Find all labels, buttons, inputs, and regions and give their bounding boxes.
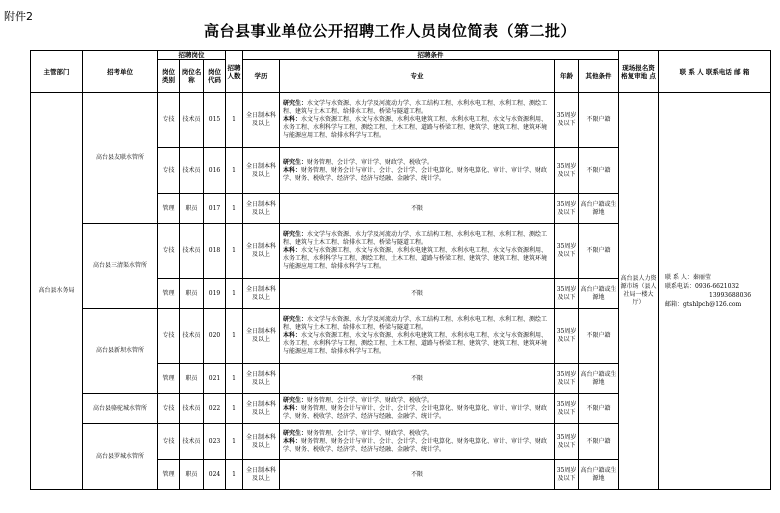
major-label: 本科： [283, 404, 302, 412]
major-text: 水文与水资源工程、水文与水资源、水利水电建筑工程、水利水电工程、水文与水资源利用、水务工程、水利科学与工程、测绘工程、土木工程、道路与桥梁工程、建筑学、建筑工程、建筑环境与能源应用工程、给排水科学与工程。 [283, 116, 548, 139]
count-cell: 1 [226, 460, 243, 490]
other-cell: 不限户籍 [579, 424, 619, 460]
major-cell [280, 394, 555, 424]
unit-cell: 高台县新坝水管所 [83, 309, 158, 394]
header-major: 专业 [280, 60, 555, 93]
count-cell: 1 [226, 309, 243, 364]
major-text: 水文与水资源工程、水文与水资源、水利水电建筑工程、水利水电工程、水文与水资源利用、水务工程、水利科学与工程、测绘工程、土木工程、道路与桥梁工程、建筑学、建筑工程、建筑环境与能源应用工程、给排水科学与工程。 [283, 247, 548, 270]
major-cell [280, 424, 555, 460]
age-cell: 35周岁及以下 [555, 364, 579, 394]
age-cell: 35周岁及以下 [555, 93, 579, 148]
major-label: 本科： [283, 116, 302, 123]
post-name-cell: 技术员 [180, 424, 204, 460]
other-cell: 高台户籍或生源地 [579, 194, 619, 224]
post-name-cell: 技术员 [180, 394, 204, 424]
age-cell: 35周岁及以下 [555, 194, 579, 224]
unit-cell: 高台县罗城水管所 [83, 424, 158, 490]
header-unit: 招考单位 [83, 51, 158, 93]
major-text: 财务管理、财务会计与审计、会计、会计学、会计电算化、财务电算化、审计、审计学、财政学、财务、税收学、经济学、经济与经融、金融学、统计学。 [283, 166, 548, 182]
age-cell: 35周岁及以下 [555, 148, 579, 194]
major-cell: 不限 [280, 194, 555, 224]
post-code-cell: 020 [204, 309, 226, 364]
other-cell: 不限户籍 [579, 309, 619, 364]
post-name-cell: 技术员 [180, 309, 204, 364]
edu-cell: 全日制本科及以上 [243, 364, 280, 394]
major-cell [280, 309, 555, 364]
header-dept: 主管部门 [31, 51, 83, 93]
other-cell: 不限户籍 [579, 148, 619, 194]
header-post-type: 岗位类别 [158, 60, 180, 93]
header-edu: 学历 [243, 60, 280, 93]
post-type-cell: 专技 [158, 394, 180, 424]
age-cell: 35周岁及以下 [555, 224, 579, 279]
major-label: 研究生： [283, 316, 308, 323]
other-cell: 不限户籍 [579, 93, 619, 148]
major-cell: 不限 [280, 460, 555, 490]
major-label: 研究生： [283, 158, 308, 166]
post-code-cell: 016 [204, 148, 226, 194]
post-name-cell: 技术员 [180, 148, 204, 194]
unit-cell: 高台县骆驼城水管所 [83, 394, 158, 424]
post-code-cell: 019 [204, 279, 226, 309]
post-code-cell: 021 [204, 364, 226, 394]
positions-table [30, 50, 771, 490]
post-type-cell: 专技 [158, 424, 180, 460]
header-posts-group: 招聘岗位 [158, 51, 226, 60]
contact-mobile: 13993688036 [709, 292, 752, 299]
count-cell: 1 [226, 394, 243, 424]
header-age: 年龄 [555, 60, 579, 93]
edu-cell: 全日制本科及以上 [243, 148, 280, 194]
unit-cell: 高台县三清渠水管所 [83, 224, 158, 309]
header-other: 其他条件 [579, 60, 619, 93]
major-text: 水文学与水资源、水力学及河流动力学、水工结构工程、水利水电工程、水利工程、测绘工程、建筑与土木工程、给排水工程、桥梁与隧道工程。 [283, 231, 548, 246]
post-type-cell: 专技 [158, 309, 180, 364]
other-cell: 不限户籍 [579, 394, 619, 424]
page-title: 高台县事业单位公开招聘工作人员岗位简表（第二批） [203, 22, 576, 40]
major-cell: 不限 [280, 364, 555, 394]
header-conditions-group: 招聘条件 [243, 51, 619, 60]
age-cell: 35周岁及以下 [555, 309, 579, 364]
major-label: 本科： [283, 247, 302, 254]
dept-cell: 高台县水务局 [31, 93, 83, 490]
count-cell: 1 [226, 279, 243, 309]
major-cell [280, 93, 555, 148]
count-cell: 1 [226, 93, 243, 148]
edu-cell: 全日制本科及以上 [243, 394, 280, 424]
post-type-cell: 专技 [158, 93, 180, 148]
header-site: 现场报名资格复审地 点 [619, 51, 659, 93]
post-code-cell: 023 [204, 424, 226, 460]
post-code-cell: 017 [204, 194, 226, 224]
header-post-code: 岗位代码 [204, 60, 226, 93]
age-cell: 35周岁及以下 [555, 279, 579, 309]
post-type-cell: 管理 [158, 194, 180, 224]
major-label: 研究生： [283, 429, 308, 437]
count-cell: 1 [226, 194, 243, 224]
major-label: 本科： [283, 437, 302, 445]
header-count: 招聘人数 [226, 51, 243, 93]
major-text: 水文与水资源工程、水文与水资源、水利水电建筑工程、水利水电工程、水文与水资源利用、水务工程、水利科学与工程、测绘工程、土木工程、道路与桥梁工程、建筑学、建筑工程、建筑环境与能源应用工程、给排水科学与工程。 [283, 332, 548, 355]
edu-cell: 全日制本科及以上 [243, 279, 280, 309]
other-cell: 高台户籍或生源地 [579, 279, 619, 309]
post-name-cell: 职员 [180, 194, 204, 224]
major-cell [280, 224, 555, 279]
post-type-cell: 管理 [158, 460, 180, 490]
edu-cell: 全日制本科及以上 [243, 460, 280, 490]
other-cell: 不限户籍 [579, 224, 619, 279]
post-type-cell: 专技 [158, 148, 180, 194]
post-code-cell: 024 [204, 460, 226, 490]
count-cell: 1 [226, 424, 243, 460]
major-text: 财务管理、会计学、审计学、财政学、税收学。 [307, 429, 434, 437]
age-cell: 35周岁及以下 [555, 424, 579, 460]
edu-cell: 全日制本科及以上 [243, 93, 280, 148]
post-name-cell: 技术员 [180, 224, 204, 279]
major-label: 研究生： [283, 231, 308, 238]
major-label: 本科： [283, 332, 302, 339]
post-type-cell: 管理 [158, 364, 180, 394]
major-text: 财务管理、财务会计与审计、会计、会计学、会计电算化、财务电算化、审计、审计学、财政学、财务、税收学、经济学、经济与经融、金融学、统计学。 [283, 404, 548, 420]
count-cell: 1 [226, 148, 243, 194]
post-name-cell: 技术员 [180, 93, 204, 148]
major-text: 财务管理、会计学、审计学、财政学、税收学。 [307, 158, 434, 166]
major-label: 本科： [283, 166, 302, 174]
major-text: 水文学与水资源、水力学及河流动力学、水工结构工程、水利水电工程、水利工程、测绘工程、建筑与土木工程、给排水工程、桥梁与隧道工程。 [283, 316, 548, 331]
post-name-cell: 职员 [180, 364, 204, 394]
attachment-label: 附件2 [4, 10, 33, 23]
contact-phone: 联系电话：0936-6621032 [665, 283, 740, 290]
contact-cell [659, 93, 771, 490]
site-cell: 高台县人力资源市场（县人社局一楼大厅） [619, 93, 659, 490]
post-type-cell: 管理 [158, 279, 180, 309]
other-cell: 高台户籍或生源地 [579, 364, 619, 394]
major-cell [280, 148, 555, 194]
major-text: 水文学与水资源、水力学及河流动力学、水工结构工程、水利水电工程、水利工程、测绘工程、建筑与土木工程、给排水工程、桥梁与隧道工程。 [283, 100, 548, 115]
contact-email: 邮箱：gtshlpch@126.com [665, 301, 742, 308]
major-text: 财务管理、会计学、审计学、财政学、税收学。 [307, 396, 434, 404]
contact-person: 联 系 人：秦丽莹 [665, 274, 711, 281]
major-cell: 不限 [280, 279, 555, 309]
major-label: 研究生： [283, 396, 308, 404]
post-code-cell: 022 [204, 394, 226, 424]
age-cell: 35周岁及以下 [555, 460, 579, 490]
edu-cell: 全日制本科及以上 [243, 194, 280, 224]
major-label: 研究生： [283, 100, 308, 107]
edu-cell: 全日制本科及以上 [243, 424, 280, 460]
age-cell: 35周岁及以下 [555, 394, 579, 424]
post-name-cell: 职员 [180, 279, 204, 309]
edu-cell: 全日制本科及以上 [243, 224, 280, 279]
count-cell: 1 [226, 224, 243, 279]
post-name-cell: 职员 [180, 460, 204, 490]
post-type-cell: 专技 [158, 224, 180, 279]
header-contact: 联 系 人 联系电话 邮 箱 [659, 51, 771, 93]
post-code-cell: 018 [204, 224, 226, 279]
unit-cell: 高台县友联水管所 [83, 93, 158, 224]
post-code-cell: 015 [204, 93, 226, 148]
other-cell: 高台户籍或生源地 [579, 460, 619, 490]
count-cell: 1 [226, 364, 243, 394]
header-post-name: 岗位名称 [180, 60, 204, 93]
edu-cell: 全日制本科及以上 [243, 309, 280, 364]
major-text: 财务管理、财务会计与审计、会计、会计学、会计电算化、财务电算化、审计、审计学、财政学、财务、税收学、经济学、经济与经融、金融学、统计学。 [283, 437, 548, 453]
